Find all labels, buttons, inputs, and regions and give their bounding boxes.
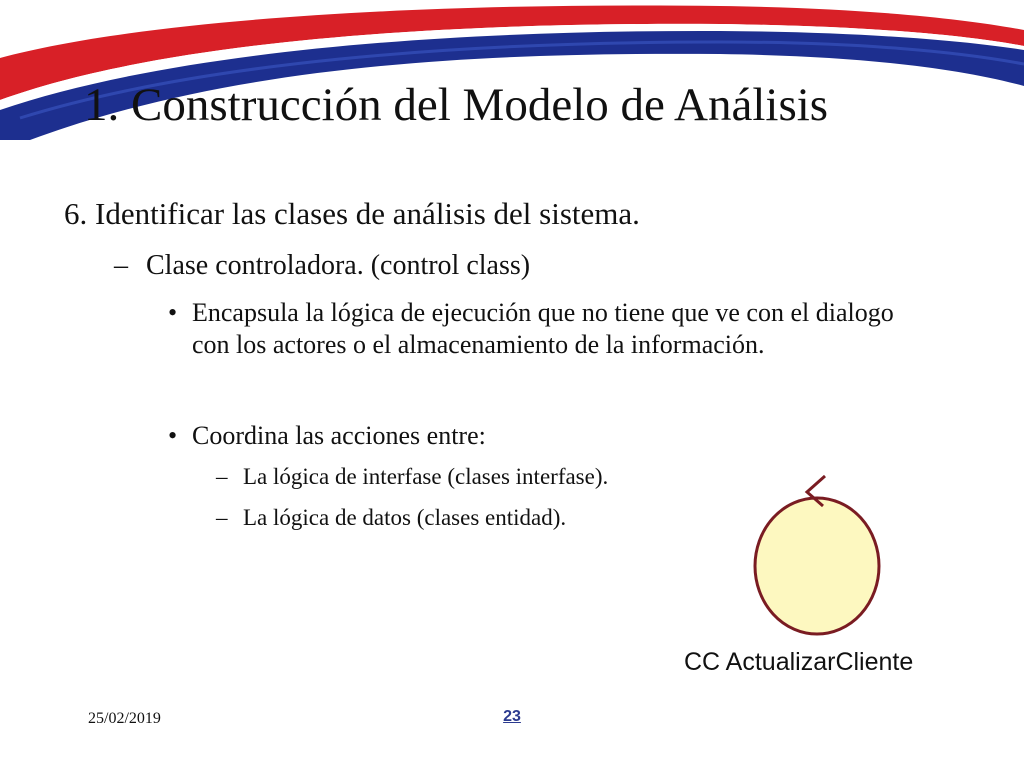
- slide-title: 1. Construcción del Modelo de Análisis: [84, 79, 829, 131]
- sub-bullet-text: La lógica de interfase (clases interfase).: [243, 464, 609, 489]
- main-point: 6. Identificar las clases de análisis del sistema.: [64, 196, 640, 231]
- bullet-text: Coordina las acciones entre:: [192, 421, 486, 450]
- sub-bullet-interfase: [216, 464, 608, 490]
- control-class-icon: [745, 468, 890, 640]
- page-number[interactable]: 23: [503, 708, 521, 725]
- sub-bullet-datos: [216, 505, 566, 531]
- control-class-label: CC ActualizarCliente: [684, 648, 914, 676]
- sub-bullet-dash: –: [216, 505, 228, 530]
- bullet-text: Encapsula la lógica de ejecución que no tiene que ve con el dialogo con los actores o el almacenamiento de la información.: [192, 298, 894, 359]
- sub-bullet-text: La lógica de datos (clases entidad).: [243, 505, 567, 530]
- sub-point-dash: –: [114, 250, 128, 281]
- bullet-icon: •: [168, 298, 178, 327]
- bullet-icon: •: [168, 421, 178, 450]
- sub-bullet-dash: –: [216, 464, 228, 489]
- control-class-ellipse: [755, 498, 879, 634]
- footer-date: 25/02/2019: [88, 710, 161, 727]
- sub-point-text: Clase controladora. (control class): [146, 250, 531, 281]
- sub-point: [114, 250, 530, 282]
